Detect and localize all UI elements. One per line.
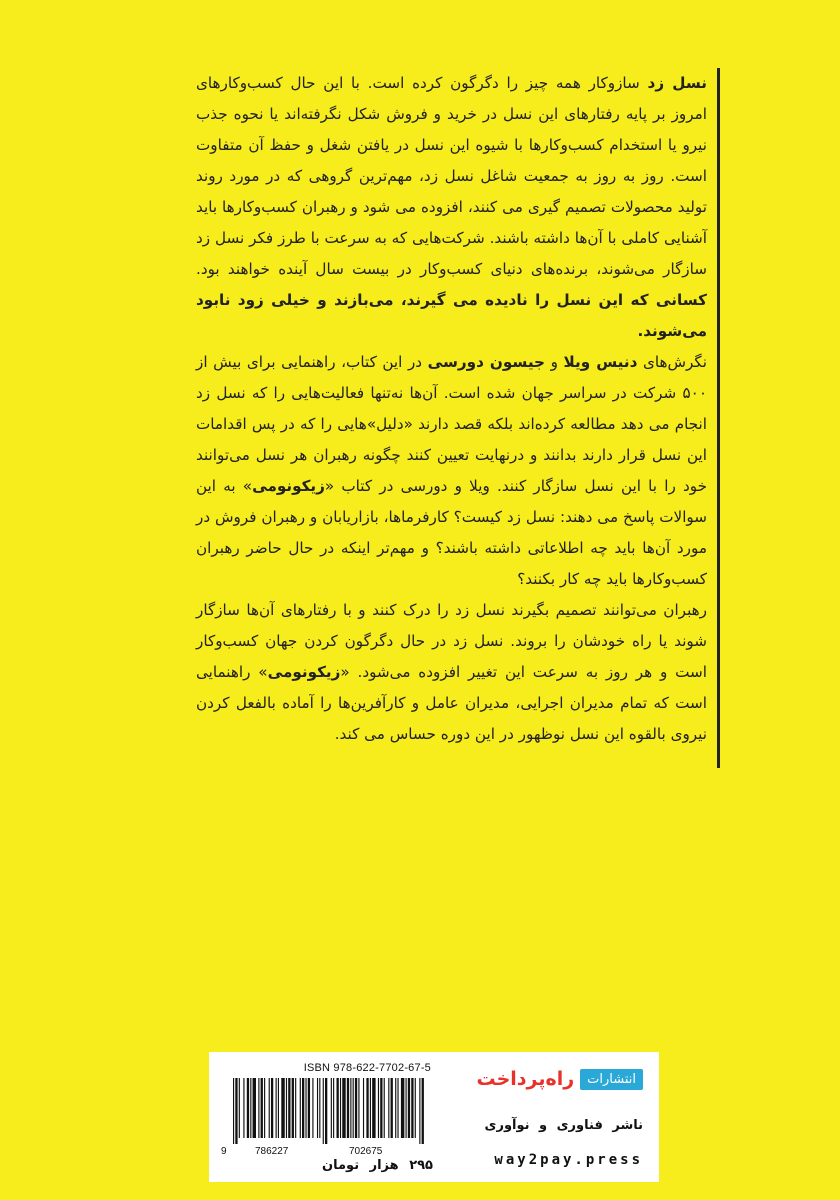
barcode-bar: [347, 1078, 349, 1138]
barcode-bar: [258, 1078, 259, 1138]
info-box: [209, 1052, 659, 1182]
barcode-bar: [276, 1078, 277, 1138]
barcode-bar: [288, 1078, 290, 1138]
price-unit: هزار تومان: [322, 1158, 399, 1173]
publisher-area: [443, 1062, 643, 1174]
barcode-bar: [406, 1078, 407, 1138]
barcode-bar: [286, 1078, 287, 1138]
barcode-bar: [342, 1078, 345, 1138]
barcode-bar: [302, 1078, 304, 1138]
barcode-bar: [235, 1078, 237, 1144]
publisher-badge: انتشارات: [580, 1069, 643, 1090]
back-cover-description: [196, 68, 720, 768]
publisher-name: راه‌پرداخت: [476, 1068, 575, 1090]
barcode-bar: [325, 1078, 327, 1144]
barcode-bar: [363, 1078, 364, 1138]
barcode-bar: [415, 1078, 416, 1138]
barcode-bar: [380, 1078, 382, 1138]
barcode-bar: [358, 1078, 359, 1138]
barcode-bar: [243, 1078, 244, 1138]
barcode-bar: [384, 1078, 385, 1138]
barcode-bar: [366, 1078, 368, 1138]
description-paragraph-3: رهبران می‌توانند تصمیم بگیرند نسل زد را درک کنند و با رفتارهای آن‌ها سازگار شوند یا راه خودشان را بروند. نسل زد در حال دگرگون کردن جهان کسب‌وکار است و هر روز به سرعت این تغییر افزوده می‌شود. «زیکونومی» راهنمایی است که تمام مدیران اجرایی، مدیران عامل و کارآفرین‌ها را آماده بالفعل کردن نیروی بالقوه این نسل نوظهور در این دوره حساس می کند.: [196, 601, 707, 743]
publisher-tagline: ناشر فناوری و نوآوری: [484, 1118, 643, 1133]
price: [233, 1158, 433, 1173]
barcode-bar: [395, 1078, 396, 1138]
barcode-image: [221, 1078, 431, 1158]
barcode-bar: [269, 1078, 270, 1138]
barcode-bar: [401, 1078, 404, 1138]
barcode-bar: [281, 1078, 284, 1138]
barcode-bar: [337, 1078, 339, 1138]
publisher-logo: [476, 1068, 643, 1090]
barcode-bar: [250, 1078, 251, 1138]
barcode-bar: [317, 1078, 318, 1138]
barcode-bar: [253, 1078, 256, 1138]
barcode-bar: [312, 1078, 313, 1138]
barcode-bar: [247, 1078, 249, 1138]
isbn-label: ISBN 978-622-7702-67-5: [303, 1062, 431, 1074]
barcode-bar: [370, 1078, 371, 1138]
barcode-digit-first: 9: [221, 1146, 227, 1157]
description-paragraph-1: نسل زد سازوکار همه چیز را دگرگون کرده است. با این حال کسب‌وکارهای امروز بر پایه رفتارهای این نسل در خرید و فروش شکل نگرفته‌اند یا نحوه جذب نیرو یا استخدام کسب‌وکارها با شیوه این نسل در یافتن شغل و حفظ آن متفاوت است. روز به روز به جمعیت شاغل نسل زد، مهم‌ترین گروهی که در مورد روند تولید محصولات تصمیم گیری می کنند، افزوده می شود و رهبران کسب‌وکارها باید آشنایی کاملی با آن‌ها داشته باشند. شرکت‌هایی که به سرعت با طرز فکر نسل زد سازگار می‌شوند، برنده‌های دنیای کسب‌وکار در بیست سال آینده خواهند بود. کسانی که این نسل را نادیده می گیرند، می‌بازند و خیلی زود نابود می‌شوند.: [196, 74, 707, 340]
barcode-bar: [411, 1078, 413, 1138]
barcode-bar: [408, 1078, 410, 1138]
barcode-bar: [323, 1078, 324, 1144]
barcode-bar: [319, 1078, 320, 1138]
barcode-bar: [372, 1078, 375, 1138]
barcode-digits-right: 702675: [349, 1146, 383, 1157]
barcode-bar: [378, 1078, 379, 1138]
barcode-bar: [271, 1078, 273, 1138]
barcode-bar: [292, 1078, 294, 1138]
barcode-bar: [397, 1078, 398, 1138]
barcode-bar: [305, 1078, 306, 1138]
barcode-bar: [233, 1078, 234, 1144]
barcode-bar: [355, 1078, 357, 1138]
barcode-digits-left: 786227: [255, 1146, 289, 1157]
barcode-bar: [239, 1078, 240, 1138]
barcode-bar: [261, 1078, 263, 1138]
barcode-bar: [350, 1078, 351, 1138]
isbn-barcode-area: [221, 1062, 431, 1174]
barcode-bar: [278, 1078, 279, 1138]
barcode-bar: [419, 1078, 420, 1144]
barcode-bar: [295, 1078, 296, 1138]
barcode-bar: [264, 1078, 265, 1138]
barcode-bar: [391, 1078, 393, 1138]
barcode-bar: [422, 1078, 424, 1144]
description-paragraph-2: نگرش‌های دنیس ویلا و جیسون دورسی در این کتاب، راهنمایی برای بیش از ۵۰۰ شرکت در سراسر جهان شده است. آن‌ها نه‌تنها فعالیت‌هایی را که نسل زد انجام می دهد مطالعه کرده‌اند بلکه قصد دارند «دلیل»هایی را که در پس اقدامات این نسل قرار دارند بدانند و درنهایت تعیین کنند چگونه رهبران هر نسل می‌توانند خود را با این نسل سازگار کنند. ویلا و دورسی در کتاب «زیکونومی» به این سوالات پاسخ می دهند: نسل زد کیست؟ کارفرماها، بازاریابان و رهبران فروش در مورد آن‌ها باید چه اطلاعاتی داشته باشند؟ و مهم‌تر اینکه در حال حاضر رهبران کسب‌وکارها باید چه کار بکنند؟: [196, 353, 708, 588]
barcode-bar: [333, 1078, 334, 1138]
barcode-bar: [340, 1078, 341, 1138]
barcode-bars: [233, 1078, 424, 1144]
price-amount: ۲۹۵: [409, 1158, 433, 1173]
barcode-bar: [308, 1078, 310, 1138]
barcode-bar: [353, 1078, 354, 1138]
barcode-bar: [300, 1078, 301, 1138]
publisher-website: way2pay.press: [494, 1152, 643, 1168]
barcode-bar: [331, 1078, 332, 1138]
barcode-bar: [388, 1078, 389, 1138]
